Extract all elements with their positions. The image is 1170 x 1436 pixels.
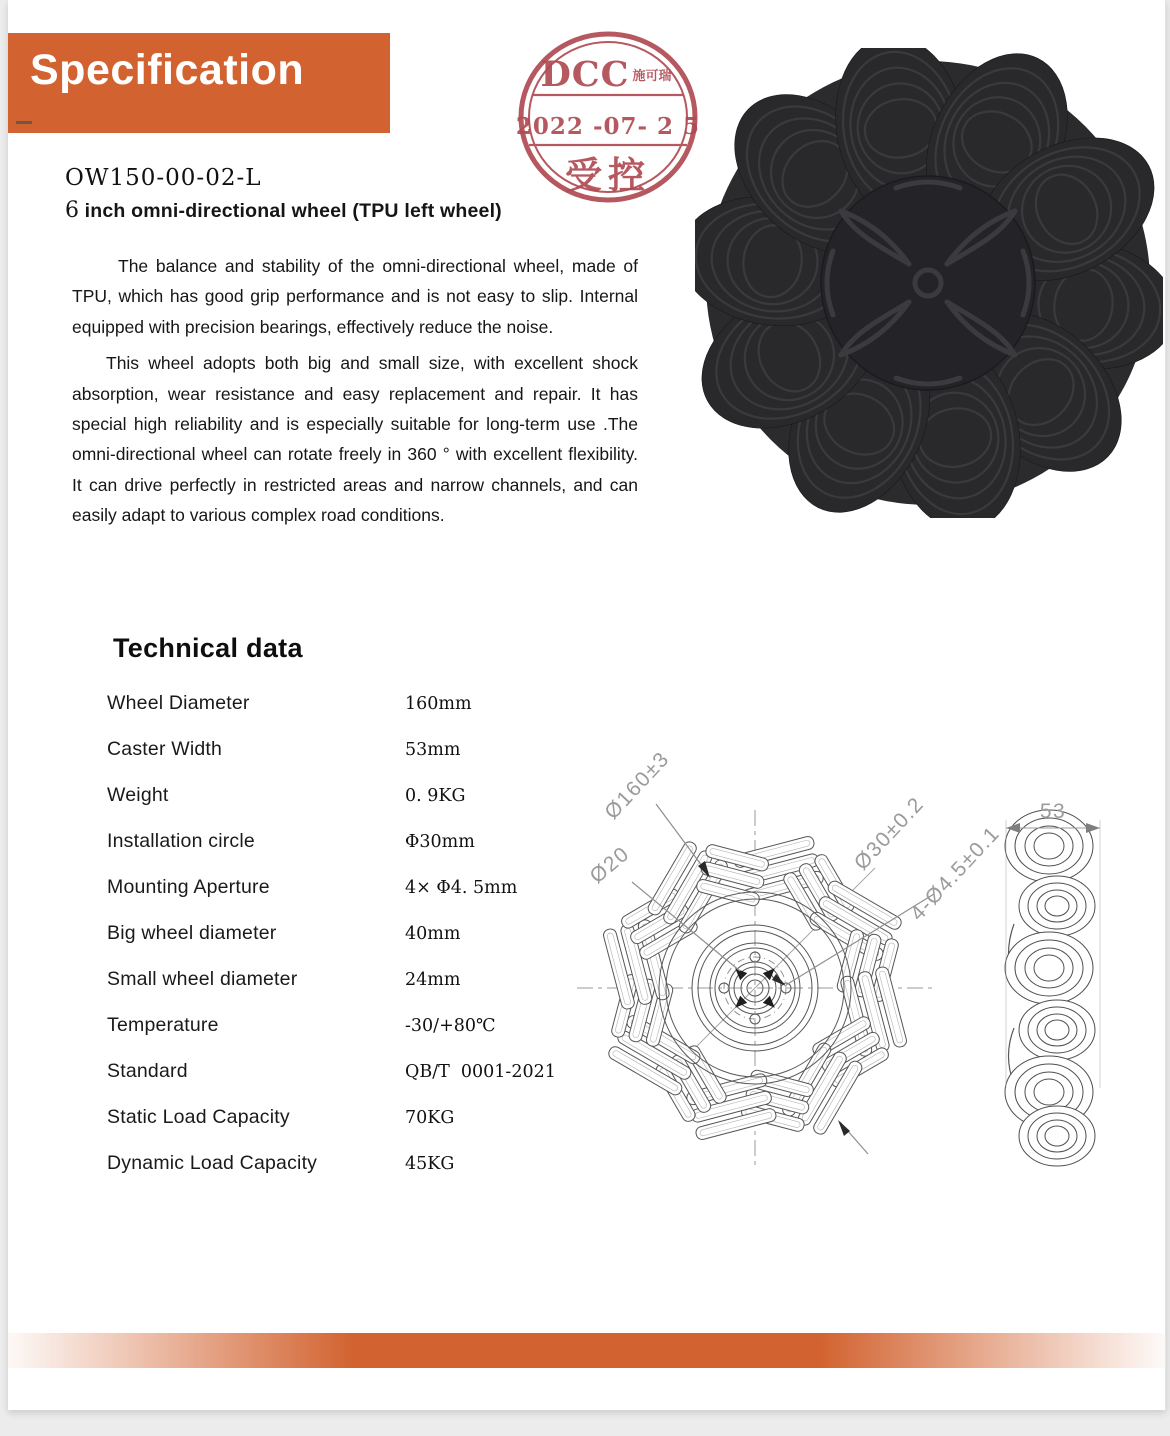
spec-label: Dynamic Load Capacity <box>107 1152 318 1174</box>
drawing-svg <box>522 728 1170 1228</box>
stamp-date: 2022 -07- 2 5 <box>515 113 701 140</box>
description-paragraph-1: The balance and stability of the omni-directional wheel, made of TPU, which has good grip performance and is not easy to slip. Internal equipped with precision bearings, effectively reduce the noise. <box>72 256 638 337</box>
header-dash <box>16 121 32 124</box>
description-paragraph-2: This wheel adopts both big and small size, with excellent shock absorption, wear resistance and easy replacement and repair. It has special high reliability and is especially suitable for long-term use .The omni-directional wheel can rotate freely in 360 ° with excellent flexibility. It can drive perfectly in restricted areas and narrow channels, and can easily adapt to various complex road conditions. <box>72 353 638 526</box>
technical-data-heading: Technical data <box>113 633 303 663</box>
spec-label: Installation circle <box>107 830 255 852</box>
product-subtitle <box>65 198 502 223</box>
spec-value: 53mm <box>405 740 461 760</box>
spec-label: Temperature <box>107 1014 219 1036</box>
spec-label: Wheel Diameter <box>107 692 250 714</box>
spec-page <box>8 0 1166 1410</box>
stamp-bottom-text: 受控 <box>565 155 651 196</box>
product-code: OW150-00-02-L <box>65 165 262 191</box>
spec-value: 160mm <box>405 694 472 714</box>
dim-outer-diameter: Ø160±3 <box>600 747 675 824</box>
spec-label: Caster Width <box>107 738 223 760</box>
product-subtitle-text: inch omni-directional wheel (TPU left wheel) <box>79 200 502 222</box>
spec-label: Small wheel diameter <box>107 968 298 990</box>
spec-label: Standard <box>107 1060 188 1082</box>
spec-value: 70KG <box>405 1108 455 1128</box>
approval-stamp <box>515 30 701 205</box>
spec-value: 45KG <box>405 1154 455 1174</box>
product-photo <box>695 48 1163 518</box>
spec-value: 40mm <box>405 924 461 944</box>
stamp-name: DCC <box>540 54 630 95</box>
omni-wheel-photo <box>695 48 1163 518</box>
stamp-name-suffix: 施可瑞 <box>632 68 672 83</box>
spec-label: Static Load Capacity <box>107 1106 290 1128</box>
spec-label: Weight <box>107 784 169 806</box>
technical-drawing <box>522 728 1170 1228</box>
dim-mount-holes: 4-Ø4.5±0.1 <box>905 821 1005 926</box>
spec-value: 24mm <box>405 970 461 990</box>
description <box>72 251 638 531</box>
header-banner <box>8 33 390 133</box>
spec-value: 0. 9KG <box>405 786 466 806</box>
spec-value: Φ30mm <box>405 832 475 852</box>
spec-value: -30/+80℃ <box>405 1016 496 1036</box>
spec-value: QB/T 0001-2021 <box>405 1062 556 1082</box>
spec-value: 4× Φ4. 5mm <box>405 878 518 898</box>
product-subtitle-number: 6 <box>65 198 79 223</box>
dim-caster-width: 53 <box>1039 800 1067 823</box>
page-title: Specification <box>30 46 305 94</box>
spec-label: Big wheel diameter <box>107 922 277 944</box>
spec-label: Mounting Aperture <box>107 876 270 898</box>
stamp-icon <box>515 30 701 205</box>
dim-install-circle: Ø30±0.2 <box>849 792 929 875</box>
dim-roller-diameter: Ø20 <box>585 842 635 889</box>
footer-accent-bar <box>8 1333 1165 1368</box>
